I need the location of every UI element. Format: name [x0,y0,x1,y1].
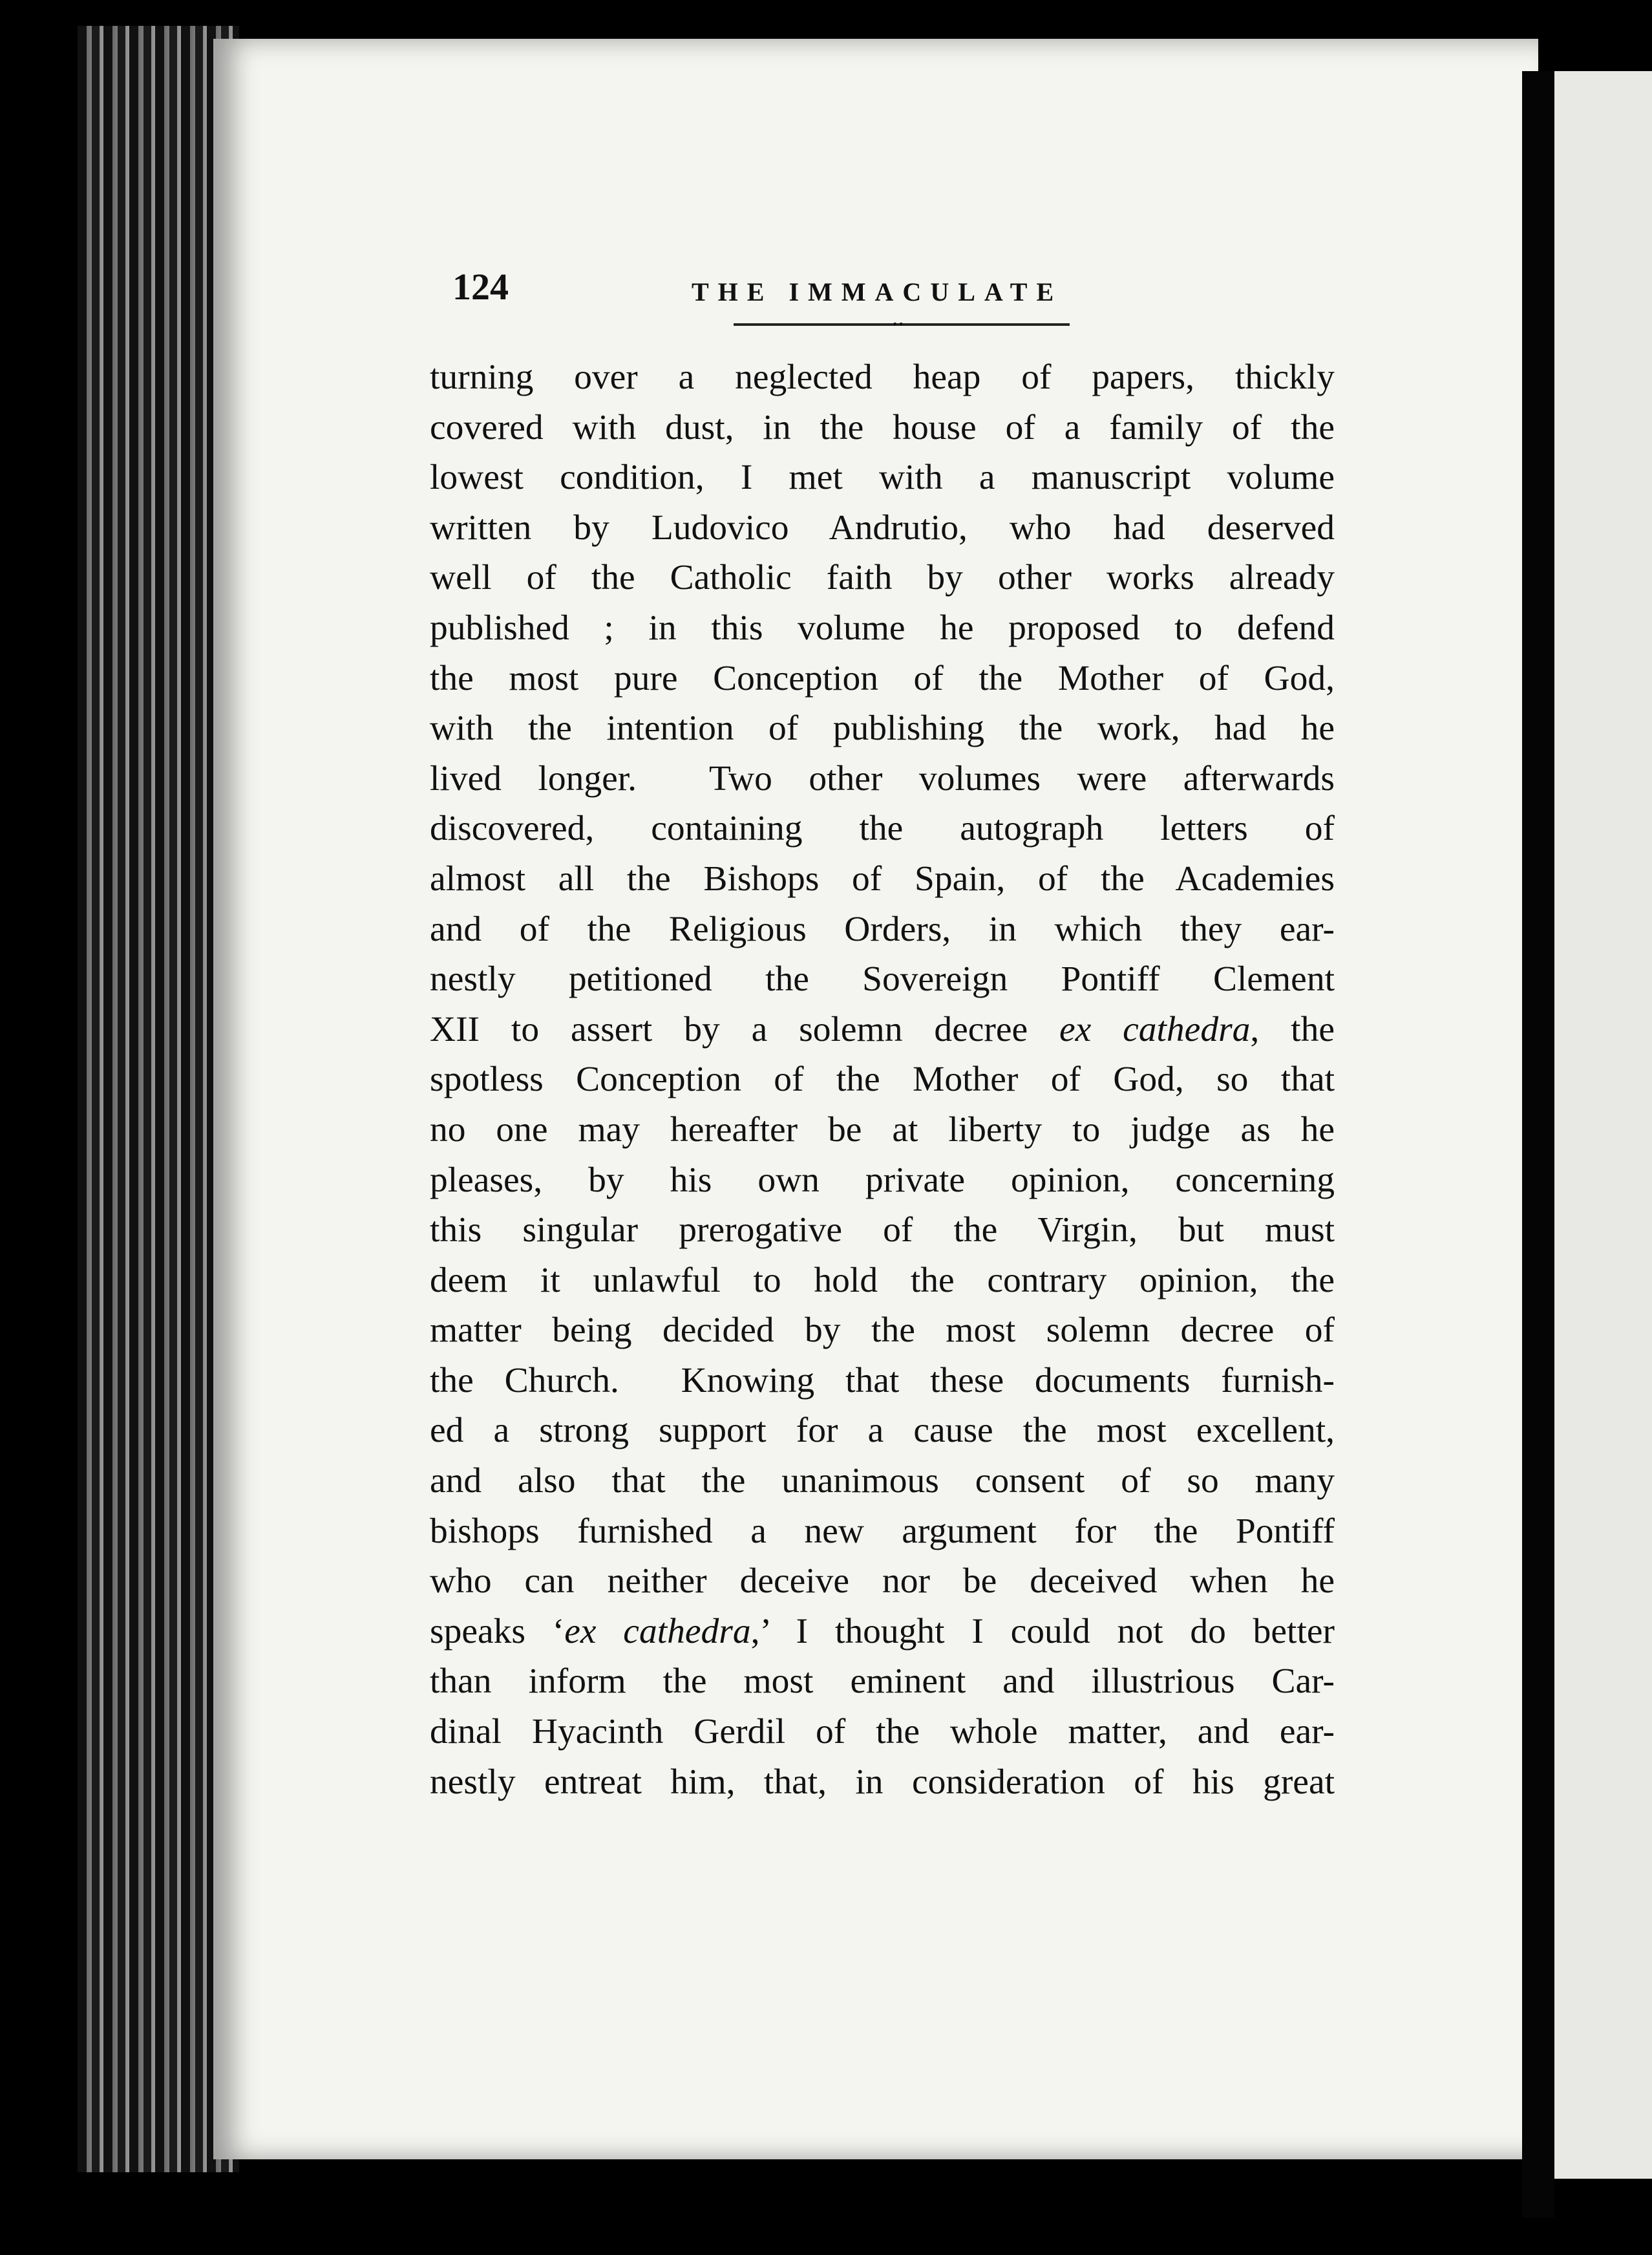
facing-page-edge [1554,71,1652,2179]
text-segment: almost all the Bishops of Spain, of the Academies [430,859,1335,899]
text-line [430,1155,1335,1206]
text-segment: discovered, containing the autograph letters of [430,809,1335,849]
text-segment: ed a strong support for a cause the most excellent, [430,1411,1335,1451]
text-line [430,1506,1335,1557]
text-line [430,1707,1335,1757]
text-segment: with the intention of publishing the work, had he [430,709,1335,749]
text-line [430,904,1335,955]
body-text [430,352,1335,1807]
text-line [430,553,1335,603]
text-segment: and of the Religious Orders, in which they ear- [430,909,1335,949]
running-title: THE IMMACULATE [692,277,1063,306]
text-line [430,654,1335,704]
text-line [430,1256,1335,1306]
text-line [430,804,1335,854]
text-segment: nestly entreat him, that, in consideration of his great [430,1762,1335,1802]
text-segment: covered with dust, in the house of a family of the [430,407,1335,447]
text-line [430,1556,1335,1607]
text-segment: turning over a neglected heap of papers, thickly [430,358,1335,397]
text-line [430,1456,1335,1506]
text-line [430,1656,1335,1707]
text-line [430,603,1335,654]
text-segment: XII to assert by a solemn decree [430,1009,1059,1049]
text-segment: written by Ludovico Andrutio, who had deserved [430,508,1335,548]
text-line [430,954,1335,1005]
page-number: 124 [452,266,509,308]
text-segment: the Church. Knowing that these documents furnish- [430,1360,1335,1400]
text-segment: spotless Conception of the Mother of God, so that [430,1060,1335,1100]
text-segment: lowest condition, I met with a manuscript volume [430,458,1335,498]
text-line [430,1405,1335,1456]
text-segment: pleases, by his own private opinion, concerning [430,1160,1335,1200]
header-ornament-icon: •• [892,318,904,330]
text-line [430,1005,1335,1055]
text-segment: this singular prerogative of the Virgin, but must [430,1210,1335,1250]
page-header [452,265,1325,336]
italic-phrase: ex cathedra [1059,1009,1251,1049]
text-segment: ,’ I thought I could not do better [750,1611,1335,1651]
text-line [430,1205,1335,1256]
text-line [430,1305,1335,1356]
text-segment: , the [1250,1009,1335,1049]
text-segment: the most pure Conception of the Mother of God, [430,658,1335,698]
text-segment: than inform the most eminent and illustrious Car- [430,1662,1335,1702]
text-line [430,403,1335,453]
text-line [430,1105,1335,1155]
text-line [430,854,1335,904]
text-segment: well of the Catholic faith by other works already [430,558,1335,598]
text-segment: matter being decided by the most solemn decree of [430,1310,1335,1351]
text-segment: speaks ‘ [430,1611,565,1651]
text-line [430,352,1335,403]
text-line [430,1054,1335,1105]
text-line [430,1356,1335,1406]
text-segment: no one may hereafter be at liberty to judge as he [430,1109,1335,1149]
text-segment: dinal Hyacinth Gerdil of the whole matter, and ear- [430,1712,1335,1752]
text-segment: lived longer. Two other volumes were afterwards [430,758,1335,798]
italic-phrase: ex cathedra [564,1611,751,1651]
gutter-shadow [1522,71,1554,2218]
text-segment: who can neither deceive nor be deceived when he [430,1561,1335,1601]
text-segment: deem it unlawful to hold the contrary opinion, the [430,1260,1335,1300]
text-line [430,1607,1335,1657]
text-segment: and also that the unanimous consent of so many [430,1461,1335,1501]
text-segment: nestly petitioned the Sovereign Pontiff Clement [430,959,1335,999]
text-line [430,453,1335,503]
text-line [430,703,1335,754]
text-segment: bishops furnished a new argument for the Pontiff [430,1511,1335,1551]
text-line [430,503,1335,553]
text-line [430,754,1335,804]
text-line [430,1757,1335,1808]
text-segment: published ; in this volume he proposed to defend [430,608,1335,648]
